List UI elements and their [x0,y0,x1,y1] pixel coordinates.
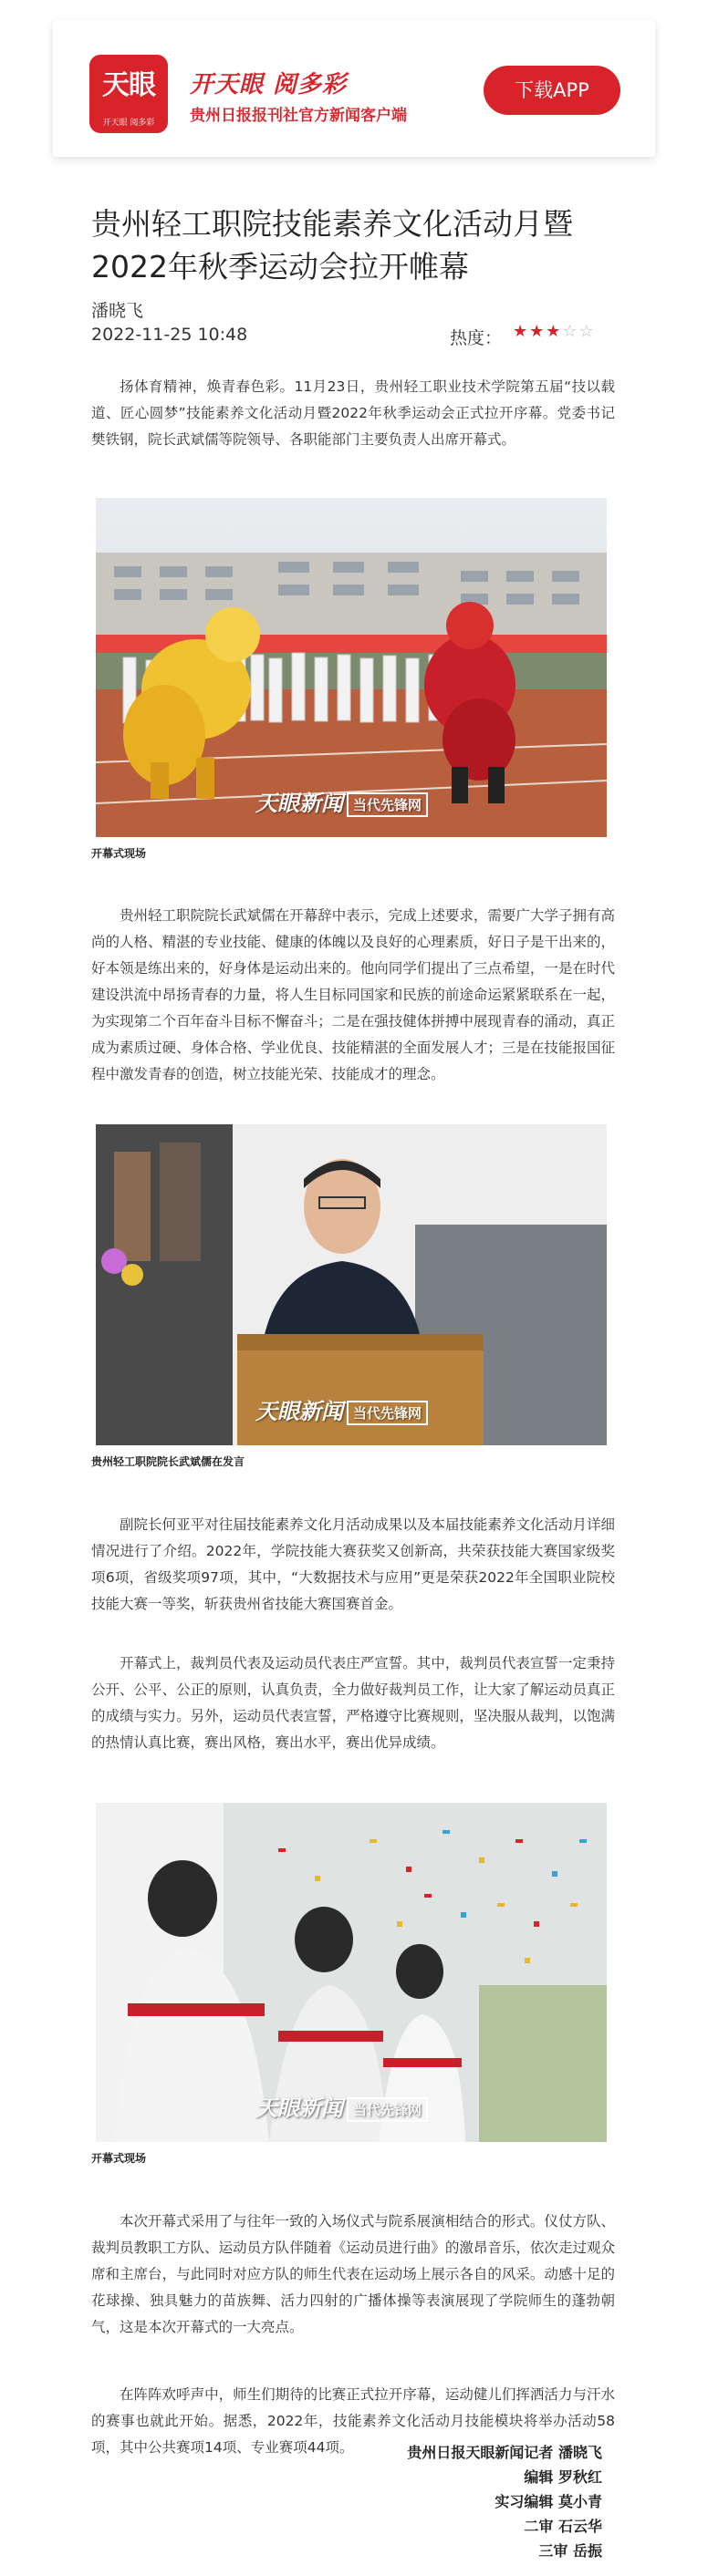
photo-watermark: 天眼新闻 当代先锋网 [255,785,428,817]
photo-caption: 开幕式现场 [91,847,147,860]
article-paragraph: 副院长何亚平对往届技能素养文化月活动成果以及本届技能素养文化活动月详细情况进行了介绍。2022年，学院技能大赛获奖又创新高，共荣获技能大赛国家级奖项6项，省级奖项97项，其中，“大数据技术与应用”更是荣获2022年全国职业院校技能大赛一等奖，斩获贵州省技能大赛国赛首金。 [91,1516,615,1612]
credit-second-review: 二审 石云华 [524,2518,602,2535]
download-app-button[interactable]: 下载APP [484,66,620,115]
photo-watermark: 天眼新闻 当代先锋网 [255,1393,428,1425]
article-paragraph: 贵州轻工职院院长武斌儒在开幕辞中表示，完成上述要求，需要广大学子拥有高尚的人格、精湛的专业技能、健康的体魄以及良好的心理素质，好日子是干出来的，好本领是练出来的，好身体是运动出来的。他向同学们提出了三点希望，一是在时代建设洪流中昂扬青春的力量，将人生目标同国家和民族的前途命运紧紧联系在一起，为实现第二个百年奋斗目标不懈奋斗；二是在强技健体拼搏中展现青春的涌动，真正成为素质过硬、身体合格、学业优良、技能精湛的全面发展人才；三是在技能报国征程中激发青春的创造，树立技能光荣、技能成才的理念。 [91,907,615,1082]
logo-text: 天眼 [102,69,155,101]
article-date: 2022-11-25 10:48 [91,325,248,345]
star-outline-icon: ☆ [578,322,596,341]
article-paragraph: 本次开幕式采用了与往年一致的入场仪式与院系展演相结合的形式。仪仗方队、裁判员教职工方队、运动员方队伴随着《运动员进行曲》的激昂音乐，依次走过观众席和主席台，与此同时对应方队的师生代表在运动场上展示各自的风采。动感十足的花球操、独具魅力的苗族舞、活力四射的广播体操等表演展现了学院师生的蓬勃朝气，这是本次开幕式的一大亮点。 [91,2213,615,2335]
app-header [53,20,655,157]
credit-intern-editor: 实习编辑 莫小青 [495,2493,602,2510]
star-icon: ★ [529,322,547,341]
article-photo-confetti[interactable] [96,1803,607,2142]
credit-reporter: 贵州日报天眼新闻记者 潘晓飞 [407,2444,602,2461]
brand-subtitle: 贵州日报报刊社官方新闻客户端 [190,107,407,125]
article-title: 贵州轻工职院技能素养文化活动月暨2022年秋季运动会拉开帷幕 [91,206,573,284]
article-paragraph: 在阵阵欢呼声中，师生们期待的比赛正式拉开序幕，运动健儿们挥洒活力与汗水的赛事也就此开始。据悉，2022年，技能素养文化活动月技能模块将举办活动58项，其中公共赛项14项、专业赛项44项。 [91,2386,615,2456]
photo-watermark: 天眼新闻 当代先锋网 [255,2090,428,2122]
article-paragraph: 扬体育精神，焕青春色彩。11月23日，贵州轻工职业技术学院第五届“技以载道、匠心圆梦”技能素养文化活动月暨2022年秋季运动会正式拉开序幕。党委书记樊铁钢，院长武斌儒等院领导、各职能部门主要负责人出席开幕式。 [91,378,615,448]
photo-caption: 开幕式现场 [91,2152,147,2165]
article-photo-speaker[interactable] [96,1124,607,1445]
article-photo-lion-dance[interactable] [96,498,607,837]
photo-caption: 贵州轻工职院院长武斌儒在发言 [91,1455,245,1468]
credit-editor: 编辑 罗秋红 [524,2468,602,2486]
star-icon: ★ [546,322,563,341]
heat-rating [513,322,596,341]
article-author[interactable]: 潘晓飞 [91,301,144,321]
logo-subtext: 开天眼 阅多彩 [102,119,155,128]
credit-third-review: 三审 岳振 [538,2542,602,2560]
brand-slogan: 开天眼 阅多彩 [190,71,348,98]
article-paragraph: 开幕式上，裁判员代表及运动员代表庄严宣誓。其中，裁判员代表宣誓一定秉持公开、公平、公正的原则，认真负责，全力做好裁判员工作，让大家了解运动员真正的成绩与实力。另外，运动员代表宣誓，严格遵守比赛规则，坚决服从裁判，以饱满的热情认真比赛，赛出风格，赛出水平，赛出优异成绩。 [91,1655,615,1751]
star-icon: ★ [513,322,530,341]
star-outline-icon: ☆ [562,322,579,341]
heat-label: 热度： [450,328,503,348]
app-logo[interactable] [89,55,168,133]
